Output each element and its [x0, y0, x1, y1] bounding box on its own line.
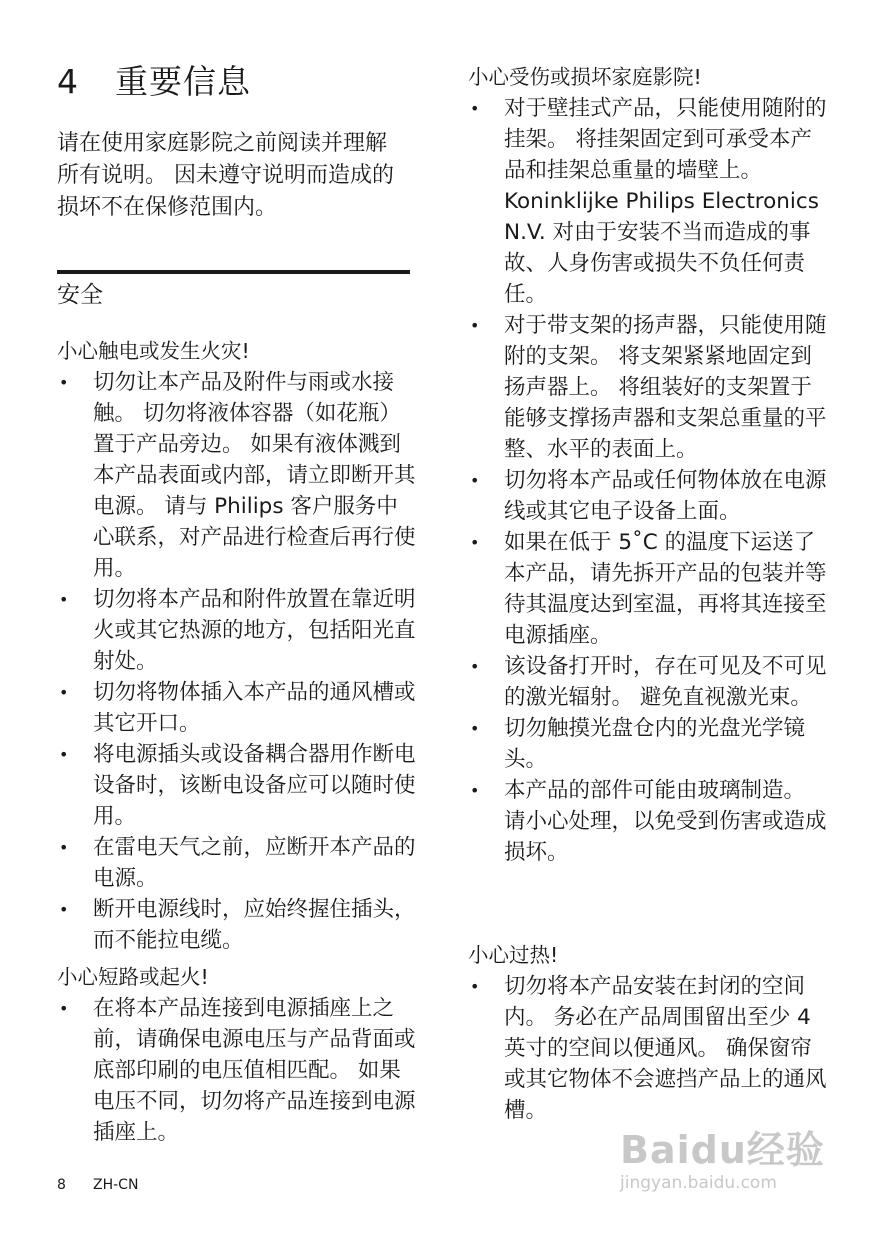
bullet-icon: • — [470, 316, 480, 335]
fire-warning-block — [57, 336, 417, 956]
bullet-icon: • — [59, 590, 69, 609]
fire-warning-list — [57, 367, 417, 956]
bullet-icon: • — [59, 745, 69, 764]
list-item — [57, 739, 417, 832]
chapter-number: 4 — [57, 62, 79, 101]
watermark-url: jingyan.baidu.com — [620, 1173, 777, 1193]
list-item — [57, 993, 417, 1148]
chapter-heading — [57, 60, 251, 104]
list-item — [468, 775, 828, 868]
bullet-icon: • — [470, 471, 480, 490]
list-item-text: 对于壁挂式产品，只能使用随附的挂架。 将挂架固定到可承受本产品和挂架总重量的墙壁上。 Koninklijke Philips Electronics N.V. 对由于安装不当而造成的事故、人身伤害或损失不负任何责任。 — [504, 96, 827, 307]
list-item-text: 本产品的部件可能由玻璃制造。 请小心处理，以免受到伤害或造成损坏。 — [504, 778, 827, 865]
bullet-icon: • — [59, 373, 69, 392]
list-item-text: 在将本产品连接到电源插座上之前，请确保电源电压与产品背面或底部印刷的电压值相匹配。 如果电压不同，切勿将产品连接到电源插座上。 — [93, 996, 416, 1145]
page-number: 8 — [57, 1177, 66, 1193]
list-item — [57, 894, 417, 956]
list-item — [468, 527, 828, 651]
watermark — [620, 1128, 830, 1208]
list-item — [57, 584, 417, 677]
short-circuit-block — [57, 962, 417, 1148]
section-title: 安全 — [57, 282, 103, 308]
bullet-icon: • — [470, 99, 480, 118]
bullet-icon: • — [470, 781, 480, 800]
overheat-block — [468, 940, 828, 1126]
bullet-icon: • — [59, 683, 69, 702]
list-item-text: 如果在低于 5˚C 的温度下运送了本产品，请先拆开产品的包装并等待其温度达到室温，再将其连接至电源插座。 — [504, 530, 827, 648]
list-item-text: 切勿触摸光盘仓内的光盘光学镜头。 — [504, 716, 806, 772]
fire-warning-heading: 小心触电或发生火灾! — [57, 339, 250, 363]
short-circuit-heading: 小心短路或起火! — [57, 965, 209, 989]
list-item — [57, 367, 417, 584]
bullet-icon: • — [59, 999, 69, 1018]
bullet-icon: • — [59, 900, 69, 919]
bullet-icon: • — [470, 977, 480, 996]
section-divider — [57, 270, 410, 274]
list-item — [468, 971, 828, 1126]
bullet-icon: • — [59, 838, 69, 857]
list-item — [57, 832, 417, 894]
list-item — [468, 93, 828, 310]
list-item — [57, 677, 417, 739]
list-item — [468, 713, 828, 775]
list-item-text: 断开电源线时，应始终握住插头，而不能拉电缆。 — [93, 897, 416, 953]
list-item-text: 切勿将本产品或任何物体放在电源线或其它电子设备上面。 — [504, 468, 827, 524]
list-item-text: 切勿将本产品安装在封闭的空间内。 务必在产品周围留出至少 4 英寸的空间以便通风。 确保窗帘或其它物体不会遮挡产品上的通风槽。 — [504, 974, 827, 1123]
list-item-text: 切勿将本产品和附件放置在靠近明火或其它热源的地方，包括阳光直射处。 — [93, 587, 416, 674]
overheat-list — [468, 971, 828, 1126]
list-item-text: 切勿让本产品及附件与雨或水接触。 切勿将液体容器（如花瓶）置于产品旁边。 如果有液体溅到本产品表面或内部，请立即断开其电源。 请与 Philips 客户服务中心联系，对产品进行检查后再行使用。 — [93, 370, 416, 581]
damage-warning-list — [468, 93, 828, 868]
chapter-title: 重要信息 — [115, 62, 251, 101]
list-item — [468, 310, 828, 465]
bullet-icon: • — [470, 533, 480, 552]
intro-paragraph: 请在使用家庭影院之前阅读并理解所有说明。 因未遵守说明而造成的损坏不在保修范围内。 — [57, 131, 394, 220]
list-item-text: 将电源插头或设备耦合器用作断电设备时，该断电设备应可以随时使用。 — [93, 742, 416, 829]
bullet-icon: • — [470, 657, 480, 676]
overheat-heading: 小心过热! — [468, 943, 559, 967]
list-item-text: 对于带支架的扬声器，只能使用随附的支架。 将支架紧紧地固定到扬声器上。 将组装好的支架置于能够支撑扬声器和支架总重量的平整、水平的表面上。 — [504, 313, 827, 462]
list-item-text: 在雷电天气之前，应断开本产品的电源。 — [93, 835, 416, 891]
list-item — [468, 465, 828, 527]
bullet-icon: • — [470, 719, 480, 738]
list-item — [468, 651, 828, 713]
watermark-brand: Baidu经验 — [620, 1128, 825, 1172]
short-circuit-list — [57, 993, 417, 1148]
language-code: ZH-CN — [93, 1177, 139, 1193]
damage-warning-heading: 小心受伤或损坏家庭影院! — [468, 65, 702, 89]
list-item-text: 切勿将物体插入本产品的通风槽或其它开口。 — [93, 680, 416, 736]
damage-warning-block — [468, 62, 828, 868]
list-item-text: 该设备打开时，存在可见及不可见的激光辐射。 避免直视激光束。 — [504, 654, 827, 710]
